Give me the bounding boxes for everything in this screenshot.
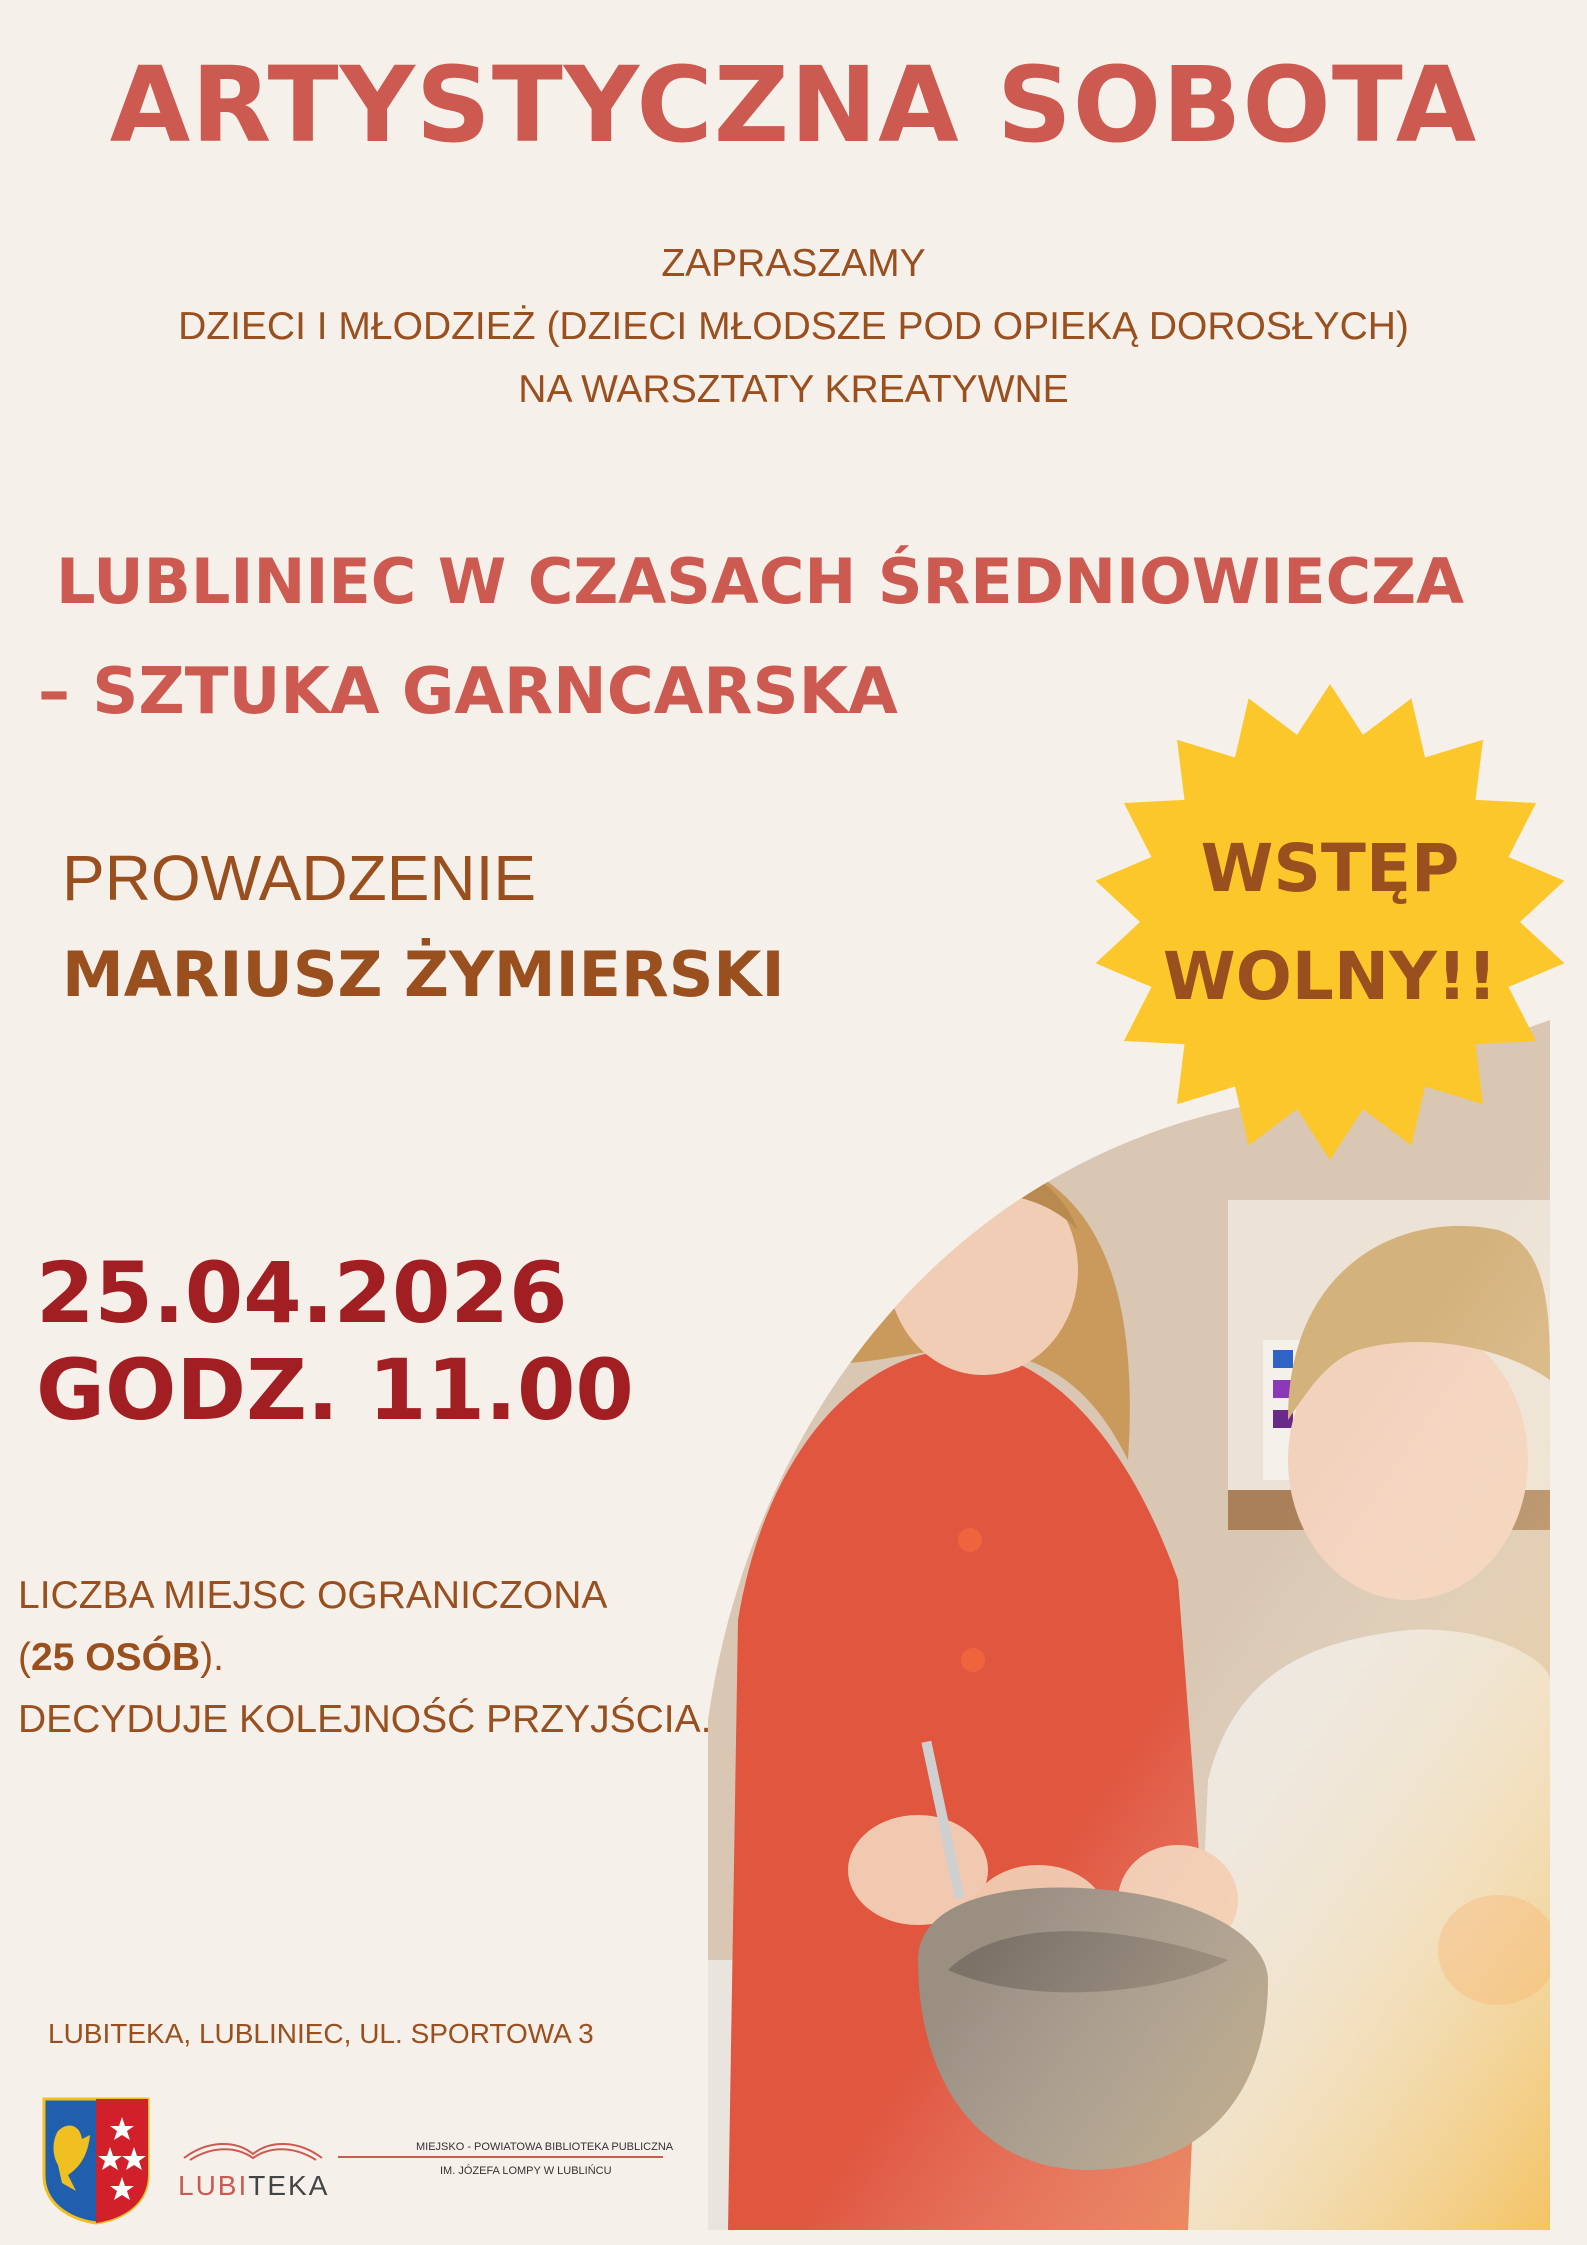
leader-name: MARIUSZ ŻYMIERSKI bbox=[62, 938, 785, 1011]
workshop-title-line-1: LUBLINIEC W CZASACH ŚREDNIOWIECZA bbox=[56, 545, 1465, 618]
children-pottery-photo bbox=[708, 1020, 1550, 2230]
free-entry-badge bbox=[1140, 815, 1520, 1031]
event-time: GODZ. 11.00 bbox=[36, 1341, 634, 1439]
event-date: 25.04.2026 bbox=[36, 1244, 568, 1342]
free-entry-line-2: WOLNY!! bbox=[1162, 938, 1498, 1015]
library-caption-2: IM. JÓZEFA LOMPY W LUBLIŃCU bbox=[440, 2165, 612, 2177]
wordmark-part-2: TEKA bbox=[248, 2170, 330, 2201]
venue-address: LUBITEKA, LUBLINIEC, UL. SPORTOWA 3 bbox=[48, 2018, 594, 2049]
open-book-icon bbox=[178, 2132, 328, 2162]
invitation-line-1: ZAPRASZAMY bbox=[661, 242, 926, 285]
capacity-line-1: LICZBA MIEJSC OGRANICZONA bbox=[18, 1574, 608, 1617]
invitation-line-2: DZIECI I MŁODZIEŻ (DZIECI MŁODSZE POD OPIEKĄ DOROSŁYCH) bbox=[178, 305, 1409, 348]
lubiteka-logo bbox=[178, 2132, 674, 2212]
lubiteka-wordmark bbox=[178, 2166, 329, 2206]
county-crest-logo bbox=[40, 2095, 152, 2225]
page-title: ARTYSTYCZNA SOBOTA bbox=[109, 44, 1478, 166]
workshop-title-line-2: – SZTUKA GARNCARSKA bbox=[38, 655, 898, 729]
leader-label: PROWADZENIE bbox=[62, 842, 537, 914]
invitation-line-3: NA WARSZTATY KREATYWNE bbox=[518, 368, 1069, 411]
capacity-paren-open: ( bbox=[18, 1636, 31, 1679]
capacity-line-3: DECYDUJE KOLEJNOŚĆ PRZYJŚCIA. bbox=[18, 1698, 712, 1741]
library-caption-1: MIEJSKO - POWIATOWA BIBLIOTEKA PUBLICZNA bbox=[416, 2141, 674, 2153]
capacity-info bbox=[18, 1565, 711, 1751]
invitation-text bbox=[0, 232, 1587, 421]
capacity-paren-close: ). bbox=[200, 1636, 224, 1679]
wordmark-part-1: LUBI bbox=[178, 2170, 249, 2201]
free-entry-line-1: WSTĘP bbox=[1200, 830, 1460, 907]
capacity-count: 25 OSÓB bbox=[31, 1636, 201, 1679]
logo-divider bbox=[338, 2156, 663, 2158]
capacity-line-2 bbox=[18, 1627, 711, 1689]
